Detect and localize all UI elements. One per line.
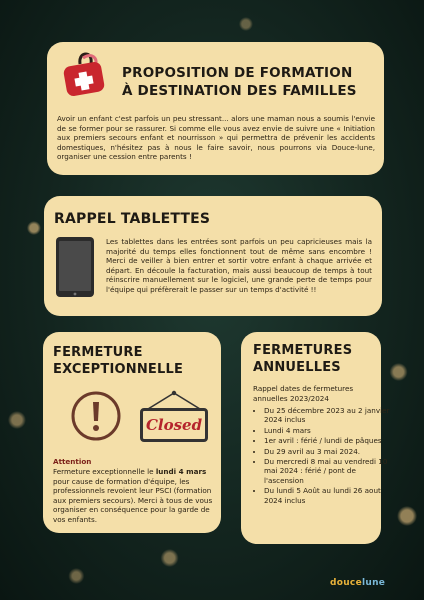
annuelles-card <box>241 332 390 544</box>
sign-hanger-icon <box>138 390 210 410</box>
warning-icon <box>70 390 122 442</box>
formation-title: PROPOSITION DE FORMATION À DESTINATION DES FAMILLES <box>122 65 357 99</box>
tablettes-title: RAPPEL TABLETTES <box>54 211 211 227</box>
fermeture-date: lundi 4 mars <box>155 467 207 476</box>
fermeture-text-before: Fermeture exceptionnelle le <box>53 467 156 476</box>
tablettes-text: Les tablettes dans les entrées sont parfois un peu capricieuses mais la majorité du temps elles fonctionnent tout de même sans encombre ! Merci de veiller à bien entrer et sortir votre enfant à chaque arrivée et départ. En découle la facturation, mais aussi beaucoup de temps à tout réinscrire manuellement sur le logiciel, une grande perte de temps pour l'équipe qui préfèrerait le passer sur un temps d'activité !! <box>106 237 372 294</box>
list-item: • Du 29 avril au 3 mai 2024. <box>264 447 392 456</box>
logo-part-lune: lune <box>361 578 386 588</box>
list-item: • Du 25 décembre 2023 au 2 janvier 2024 inclus <box>264 406 392 425</box>
tablet-icon <box>55 236 95 298</box>
annuelles-intro: Rappel dates de fermetures annuelles 2023/2024 <box>253 384 354 403</box>
list-item: • Du lundi 5 Août au lundi 26 aout 2024 inclus <box>264 486 392 505</box>
douce-lune-logo <box>330 578 385 588</box>
closed-sign-text: Closed <box>145 416 203 434</box>
fermeture-title: FERMETURE EXCEPTIONNELLE <box>53 345 184 377</box>
list-item: • Du mercredi 8 mai au vendredi 10 mai 2024 : férié / pont de l'ascension <box>264 457 392 485</box>
attention-label: Attention <box>53 457 92 466</box>
annuelles-list <box>244 406 392 506</box>
list-item: • 1er avril : férié / lundi de pâques <box>264 436 392 445</box>
formation-text: Avoir un enfant c'est parfois un peu stressant... alors une maman nous a soumis l'envie de se former pour se rassurer. Si comme elle vous avez envie de suivre une « Initiation aux premiers secours enfant et nourrisson » qui permettra de prévenir les accidents domestiques, n'hésitez pas à nous le faire savoir, nous pourrons via Douce-lune, organiser une cession entre parents ! <box>57 114 375 162</box>
fermeture-text <box>53 467 213 525</box>
fermeture-text-after: pour cause de formation d'équipe, les professionnels revoient leur PSCI (formation aux premiers secours). Merci à tous de vous organiser en conséquence pour la garde de vos enfants. <box>53 476 213 524</box>
annuelles-title: FERMETURES ANNUELLES <box>253 343 353 375</box>
formation-card <box>47 42 384 175</box>
logo-part-douce: douce <box>330 578 362 588</box>
first-aid-kit-icon <box>61 50 109 102</box>
list-item: • Lundi 4 mars <box>264 426 392 435</box>
fermeture-card <box>43 332 221 533</box>
closed-sign <box>138 390 210 446</box>
tablettes-card <box>44 196 382 316</box>
